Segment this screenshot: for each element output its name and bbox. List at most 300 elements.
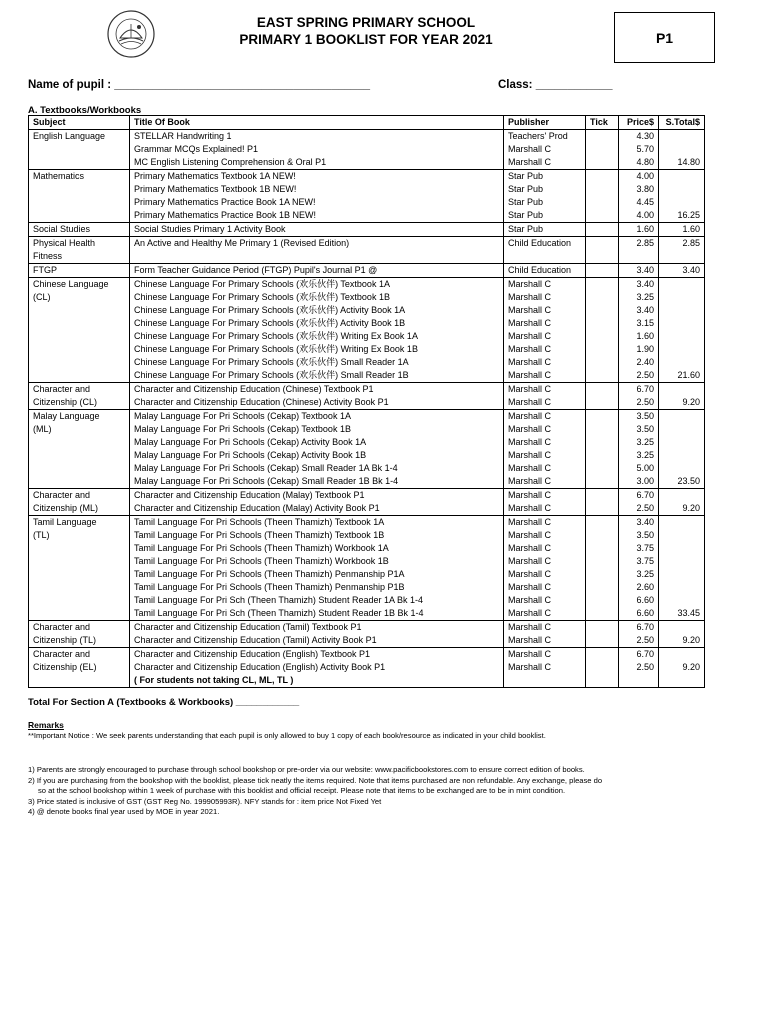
publisher-cell: Marshall C xyxy=(504,634,586,648)
subtotal-cell: 9.20 xyxy=(659,502,705,516)
price-cell: 1.60 xyxy=(619,330,659,343)
subtotal-cell: 3.40 xyxy=(659,264,705,278)
table-row xyxy=(29,304,705,317)
subtotal-cell xyxy=(659,436,705,449)
header-price: Price$ xyxy=(619,116,659,130)
table-row xyxy=(29,264,705,278)
header-subject: Subject xyxy=(29,116,130,130)
subject-cell xyxy=(29,674,130,688)
table-row xyxy=(29,529,705,542)
price-cell: 3.50 xyxy=(619,423,659,436)
subtotal-cell xyxy=(659,130,705,144)
subject-cell xyxy=(29,607,130,621)
table-row xyxy=(29,542,705,555)
subject-cell xyxy=(29,196,130,209)
table-row xyxy=(29,594,705,607)
book-title-cell: Primary Mathematics Textbook 1B NEW! xyxy=(130,183,504,196)
table-row xyxy=(29,317,705,330)
tick-cell[interactable] xyxy=(586,237,619,251)
subject-cell: Character and xyxy=(29,648,130,662)
subtotal-cell: 9.20 xyxy=(659,396,705,410)
table-row xyxy=(29,502,705,516)
tick-cell[interactable] xyxy=(586,343,619,356)
book-title-cell: Tamil Language For Pri Schools (Theen Thamizh) Penmanship P1A xyxy=(130,568,504,581)
table-row xyxy=(29,369,705,383)
price-cell: 6.70 xyxy=(619,648,659,662)
subtotal-cell xyxy=(659,555,705,568)
publisher-cell: Marshall C xyxy=(504,581,586,594)
publisher-cell: Marshall C xyxy=(504,489,586,503)
subtotal-cell xyxy=(659,170,705,184)
subtotal-cell xyxy=(659,330,705,343)
publisher-cell: Marshall C xyxy=(504,143,586,156)
note-2: 2) If you are purchasing from the bookshop with the booklist, please tick neatly the items required. Note that items purchased are non refundable. Any exchange, please do xyxy=(28,775,603,785)
publisher-cell: Marshall C xyxy=(504,278,586,292)
tick-cell[interactable] xyxy=(586,156,619,170)
subtotal-cell: 21.60 xyxy=(659,369,705,383)
subtotal-cell xyxy=(659,621,705,635)
tick-cell[interactable] xyxy=(586,330,619,343)
book-title-cell: Malay Language For Pri Schools (Cekap) Textbook 1A xyxy=(130,410,504,424)
subject-cell: Chinese Language xyxy=(29,278,130,292)
subject-cell xyxy=(29,317,130,330)
subject-cell: Mathematics xyxy=(29,170,130,184)
tick-cell[interactable] xyxy=(586,291,619,304)
publisher-cell: Marshall C xyxy=(504,156,586,170)
book-title-cell: Character and Citizenship Education (Chinese) Activity Book P1 xyxy=(130,396,504,410)
book-title-cell: Chinese Language For Primary Schools (欢乐伙伴) Activity Book 1B xyxy=(130,317,504,330)
publisher-cell: Marshall C xyxy=(504,621,586,635)
book-title-cell: Primary Mathematics Textbook 1A NEW! xyxy=(130,170,504,184)
tick-cell[interactable] xyxy=(586,369,619,383)
book-title-cell: Tamil Language For Pri Schools (Theen Thamizh) Workbook 1A xyxy=(130,542,504,555)
price-cell: 6.70 xyxy=(619,489,659,503)
subtotal-cell xyxy=(659,183,705,196)
subject-cell: Tamil Language xyxy=(29,516,130,530)
tick-cell[interactable] xyxy=(586,396,619,410)
table-row xyxy=(29,291,705,304)
table-row xyxy=(29,383,705,397)
publisher-cell: Marshall C xyxy=(504,410,586,424)
tick-cell[interactable] xyxy=(586,383,619,397)
subtotal-cell xyxy=(659,594,705,607)
publisher-cell: Star Pub xyxy=(504,170,586,184)
tick-cell[interactable] xyxy=(586,621,619,635)
price-cell: 4.00 xyxy=(619,170,659,184)
subject-cell xyxy=(29,356,130,369)
subtotal-cell xyxy=(659,581,705,594)
subject-cell: (TL) xyxy=(29,529,130,542)
table-row xyxy=(29,130,705,144)
price-cell: 3.40 xyxy=(619,516,659,530)
table-row xyxy=(29,661,705,674)
section-a-title: A. Textbooks/Workbooks xyxy=(28,105,142,116)
price-cell: 6.60 xyxy=(619,594,659,607)
publisher-cell: Marshall C xyxy=(504,542,586,555)
subtotal-cell xyxy=(659,304,705,317)
book-title-cell: Character and Citizenship Education (Tamil) Textbook P1 xyxy=(130,621,504,635)
table-row xyxy=(29,674,705,688)
tick-cell[interactable] xyxy=(586,449,619,462)
publisher-cell: Marshall C xyxy=(504,396,586,410)
book-title-cell: Character and Citizenship Education (Malay) Textbook P1 xyxy=(130,489,504,503)
subtotal-cell: 9.20 xyxy=(659,661,705,674)
subtotal-cell: 1.60 xyxy=(659,223,705,237)
book-title-cell: Malay Language For Pri Schools (Cekap) Textbook 1B xyxy=(130,423,504,436)
book-title-cell: Malay Language For Pri Schools (Cekap) Activity Book 1B xyxy=(130,449,504,462)
tick-cell[interactable] xyxy=(586,317,619,330)
school-name: EAST SPRING PRIMARY SCHOOL xyxy=(256,15,476,30)
subject-cell: Physical Health xyxy=(29,237,130,251)
price-cell: 1.90 xyxy=(619,343,659,356)
subject-cell: FTGP xyxy=(29,264,130,278)
publisher-cell: Marshall C xyxy=(504,475,586,489)
subtotal-cell xyxy=(659,423,705,436)
subtotal-cell xyxy=(659,489,705,503)
subject-cell: Citizenship (TL) xyxy=(29,634,130,648)
publisher-cell: Marshall C xyxy=(504,516,586,530)
publisher-cell: Marshall C xyxy=(504,304,586,317)
table-row xyxy=(29,634,705,648)
publisher-cell: Star Pub xyxy=(504,183,586,196)
book-title-cell: Chinese Language For Primary Schools (欢乐伙伴) Activity Book 1A xyxy=(130,304,504,317)
subject-cell: Citizenship (CL) xyxy=(29,396,130,410)
book-title-cell: Tamil Language For Pri Sch (Theen Thamizh) Student Reader 1A Bk 1-4 xyxy=(130,594,504,607)
subject-cell xyxy=(29,555,130,568)
tick-cell[interactable] xyxy=(586,410,619,424)
price-cell: 2.50 xyxy=(619,634,659,648)
price-cell: 1.60 xyxy=(619,223,659,237)
book-title-cell: An Active and Healthy Me Primary 1 (Revised Edition) xyxy=(130,237,504,251)
tick-cell[interactable] xyxy=(586,356,619,369)
price-cell: 3.75 xyxy=(619,542,659,555)
note-4: 4) @ denote books final year used by MOE in year 2021. xyxy=(28,807,220,816)
publisher-cell: Marshall C xyxy=(504,449,586,462)
book-title-cell: Social Studies Primary 1 Activity Book xyxy=(130,223,504,237)
table-row xyxy=(29,330,705,343)
price-cell: 3.40 xyxy=(619,264,659,278)
tick-cell[interactable] xyxy=(586,661,619,674)
table-row xyxy=(29,475,705,489)
price-cell: 3.25 xyxy=(619,436,659,449)
header-subtotal: S.Total$ xyxy=(659,116,705,130)
table-row xyxy=(29,581,705,594)
book-title-cell: Primary Mathematics Practice Book 1A NEW! xyxy=(130,196,504,209)
subject-cell xyxy=(29,462,130,475)
tick-cell[interactable] xyxy=(586,436,619,449)
subtotal-cell xyxy=(659,196,705,209)
class-field[interactable]: Class: ____________ xyxy=(498,79,613,91)
book-title-cell: Malay Language For Pri Schools (Cekap) Activity Book 1A xyxy=(130,436,504,449)
publisher-cell: Marshall C xyxy=(504,423,586,436)
tick-cell[interactable] xyxy=(586,462,619,475)
subtotal-cell xyxy=(659,410,705,424)
class-code-box xyxy=(614,12,715,63)
book-title-cell: Chinese Language For Primary Schools (欢乐伙伴) Small Reader 1A xyxy=(130,356,504,369)
table-row xyxy=(29,449,705,462)
table-row xyxy=(29,237,705,251)
subject-cell: Character and xyxy=(29,383,130,397)
book-title-cell: Character and Citizenship Education (English) Activity Book P1 xyxy=(130,661,504,674)
publisher-cell: Child Education xyxy=(504,237,586,251)
subtotal-cell xyxy=(659,674,705,688)
price-cell: 6.70 xyxy=(619,621,659,635)
header-tick: Tick xyxy=(586,116,619,130)
tick-cell[interactable] xyxy=(586,555,619,568)
document-title xyxy=(200,14,532,48)
table-row xyxy=(29,356,705,369)
important-notice: **Important Notice : We seek parents understanding that each pupil is only allowed to buy 1 copy of each book/resource as indicated in your child booklist. xyxy=(28,731,546,740)
book-title-cell: MC English Listening Comprehension & Oral P1 xyxy=(130,156,504,170)
book-title-cell: Tamil Language For Pri Schools (Theen Thamizh) Textbook 1A xyxy=(130,516,504,530)
book-title-cell: Chinese Language For Primary Schools (欢乐伙伴) Writing Ex Book 1A xyxy=(130,330,504,343)
publisher-cell: Marshall C xyxy=(504,502,586,516)
note-1: 1) Parents are strongly encouraged to purchase through school bookshop or pre-order via our website: www.pacificbookstores.com to ensure correct edition of books. xyxy=(28,765,585,774)
tick-cell[interactable] xyxy=(586,143,619,156)
publisher-cell: Marshall C xyxy=(504,661,586,674)
tick-cell[interactable] xyxy=(586,264,619,278)
price-cell: 2.50 xyxy=(619,661,659,674)
tick-cell[interactable] xyxy=(586,170,619,184)
book-title-cell: Chinese Language For Primary Schools (欢乐伙伴) Writing Ex Book 1B xyxy=(130,343,504,356)
table-row xyxy=(29,489,705,503)
table-row xyxy=(29,648,705,662)
table-row xyxy=(29,516,705,530)
tick-cell[interactable] xyxy=(586,634,619,648)
book-title-cell: Tamil Language For Pri Sch (Theen Thamizh) Student Reader 1B Bk 1-4 xyxy=(130,607,504,621)
note-3: 3) Price stated is inclusive of GST (GST Reg No. 199905993R). NFY stands for : item price Not Fixed Yet xyxy=(28,796,382,806)
publisher-cell: Marshall C xyxy=(504,568,586,581)
remarks-title: Remarks xyxy=(28,720,64,730)
tick-cell[interactable] xyxy=(586,529,619,542)
header-publisher: Publisher xyxy=(504,116,586,130)
tick-cell[interactable] xyxy=(586,607,619,621)
tick-cell[interactable] xyxy=(586,489,619,503)
price-cell: 3.25 xyxy=(619,291,659,304)
table-row xyxy=(29,343,705,356)
publisher-cell: Marshall C xyxy=(504,343,586,356)
subtotal-cell xyxy=(659,462,705,475)
publisher-cell: Child Education xyxy=(504,264,586,278)
tick-cell[interactable] xyxy=(586,542,619,555)
tick-cell[interactable] xyxy=(586,581,619,594)
price-cell: 3.75 xyxy=(619,555,659,568)
publisher-cell xyxy=(504,250,586,264)
publisher-cell: Marshall C xyxy=(504,356,586,369)
tick-cell[interactable] xyxy=(586,223,619,237)
book-title-cell: Tamil Language For Pri Schools (Theen Thamizh) Workbook 1B xyxy=(130,555,504,568)
subtotal-cell: 23.50 xyxy=(659,475,705,489)
table-row xyxy=(29,607,705,621)
price-cell: 3.50 xyxy=(619,529,659,542)
subject-cell: Social Studies xyxy=(29,223,130,237)
class-code: P1 xyxy=(655,29,674,46)
price-cell: 3.25 xyxy=(619,449,659,462)
tick-cell[interactable] xyxy=(586,568,619,581)
subject-cell: Citizenship (EL) xyxy=(29,661,130,674)
publisher-cell xyxy=(504,674,586,688)
publisher-cell: Marshall C xyxy=(504,369,586,383)
subtotal-cell: 9.20 xyxy=(659,634,705,648)
price-cell: 3.25 xyxy=(619,568,659,581)
publisher-cell: Marshall C xyxy=(504,330,586,343)
subtotal-cell xyxy=(659,383,705,397)
table-row xyxy=(29,209,705,223)
publisher-cell: Star Pub xyxy=(504,196,586,209)
price-cell: 2.50 xyxy=(619,502,659,516)
subject-cell: Fitness xyxy=(29,250,130,264)
book-title-cell: Grammar MCQs Explained! P1 xyxy=(130,143,504,156)
tick-cell[interactable] xyxy=(586,250,619,264)
section-a-total[interactable]: Total For Section A (Textbooks & Workbooks) ____________ xyxy=(28,697,300,708)
table-row xyxy=(29,423,705,436)
publisher-cell: Marshall C xyxy=(504,529,586,542)
tick-cell[interactable] xyxy=(586,183,619,196)
subject-cell: English Language xyxy=(29,130,130,144)
subtotal-cell: 2.85 xyxy=(659,237,705,251)
tick-cell[interactable] xyxy=(586,304,619,317)
price-cell: 4.45 xyxy=(619,196,659,209)
subject-cell xyxy=(29,542,130,555)
remarks-notes xyxy=(28,765,728,818)
price-cell: 2.50 xyxy=(619,369,659,383)
price-cell: 3.40 xyxy=(619,278,659,292)
booklist-title: PRIMARY 1 BOOKLIST FOR YEAR 2021 xyxy=(239,32,493,47)
table-row xyxy=(29,436,705,449)
table-row xyxy=(29,568,705,581)
subject-cell xyxy=(29,436,130,449)
book-title-cell: Primary Mathematics Practice Book 1B NEW! xyxy=(130,209,504,223)
subject-cell xyxy=(29,209,130,223)
price-cell: 3.40 xyxy=(619,304,659,317)
publisher-cell: Marshall C xyxy=(504,383,586,397)
publisher-cell: Marshall C xyxy=(504,462,586,475)
book-title-cell: Malay Language For Pri Schools (Cekap) Small Reader 1A Bk 1-4 xyxy=(130,462,504,475)
price-cell: 2.85 xyxy=(619,237,659,251)
subject-cell xyxy=(29,581,130,594)
table-row xyxy=(29,223,705,237)
subject-cell: (CL) xyxy=(29,291,130,304)
subject-cell xyxy=(29,594,130,607)
book-title-cell: STELLAR Handwriting 1 xyxy=(130,130,504,144)
tick-cell[interactable] xyxy=(586,475,619,489)
book-title-cell: Malay Language For Pri Schools (Cekap) Small Reader 1B Bk 1-4 xyxy=(130,475,504,489)
subject-cell xyxy=(29,343,130,356)
price-cell xyxy=(619,250,659,264)
table-row xyxy=(29,143,705,156)
table-row xyxy=(29,183,705,196)
subtotal-cell xyxy=(659,291,705,304)
tick-cell[interactable] xyxy=(586,278,619,292)
subtotal-cell xyxy=(659,317,705,330)
publisher-cell: Star Pub xyxy=(504,209,586,223)
publisher-cell: Marshall C xyxy=(504,291,586,304)
subtotal-cell xyxy=(659,648,705,662)
tick-cell[interactable] xyxy=(586,209,619,223)
subject-cell xyxy=(29,449,130,462)
book-title-cell: Chinese Language For Primary Schools (欢乐伙伴) Textbook 1B xyxy=(130,291,504,304)
tick-cell[interactable] xyxy=(586,196,619,209)
subtotal-cell xyxy=(659,529,705,542)
publisher-cell: Marshall C xyxy=(504,317,586,330)
tick-cell[interactable] xyxy=(586,594,619,607)
booklist-body xyxy=(29,130,705,688)
price-cell: 6.70 xyxy=(619,383,659,397)
book-title-cell: Form Teacher Guidance Period (FTGP) Pupil's Journal P1 @ xyxy=(130,264,504,278)
subject-cell: (ML) xyxy=(29,423,130,436)
subject-cell xyxy=(29,156,130,170)
subtotal-cell xyxy=(659,343,705,356)
price-cell: 3.50 xyxy=(619,410,659,424)
subtotal-cell xyxy=(659,250,705,264)
price-cell: 5.70 xyxy=(619,143,659,156)
book-title-cell: Tamil Language For Pri Schools (Theen Thamizh) Textbook 1B xyxy=(130,529,504,542)
price-cell: 3.80 xyxy=(619,183,659,196)
subject-cell: Character and xyxy=(29,621,130,635)
subject-cell xyxy=(29,568,130,581)
price-cell: 6.60 xyxy=(619,607,659,621)
tick-cell[interactable] xyxy=(586,516,619,530)
subtotal-cell xyxy=(659,516,705,530)
subject-cell xyxy=(29,143,130,156)
price-cell: 2.60 xyxy=(619,581,659,594)
book-title-cell: Character and Citizenship Education (Malay) Activity Book P1 xyxy=(130,502,504,516)
tick-cell[interactable] xyxy=(586,130,619,144)
publisher-cell: Star Pub xyxy=(504,223,586,237)
subject-cell xyxy=(29,475,130,489)
book-title-cell: Character and Citizenship Education (Tamil) Activity Book P1 xyxy=(130,634,504,648)
table-row xyxy=(29,410,705,424)
subtotal-cell xyxy=(659,356,705,369)
booklist-table xyxy=(28,115,705,688)
book-title-cell: Tamil Language For Pri Schools (Theen Thamizh) Penmanship P1B xyxy=(130,581,504,594)
table-row xyxy=(29,156,705,170)
table-row xyxy=(29,196,705,209)
tick-cell[interactable] xyxy=(586,648,619,662)
publisher-cell: Marshall C xyxy=(504,607,586,621)
table-header-row xyxy=(29,116,705,130)
subtotal-cell xyxy=(659,568,705,581)
table-row xyxy=(29,170,705,184)
subject-cell xyxy=(29,183,130,196)
subtotal-cell xyxy=(659,542,705,555)
publisher-cell: Marshall C xyxy=(504,648,586,662)
tick-cell[interactable] xyxy=(586,674,619,688)
table-row xyxy=(29,462,705,475)
book-title-cell: Chinese Language For Primary Schools (欢乐伙伴) Textbook 1A xyxy=(130,278,504,292)
subtotal-cell xyxy=(659,449,705,462)
subtotal-cell xyxy=(659,278,705,292)
table-row xyxy=(29,250,705,264)
book-title-cell: Character and Citizenship Education (English) Textbook P1 xyxy=(130,648,504,662)
publisher-cell: Marshall C xyxy=(504,594,586,607)
subject-cell xyxy=(29,369,130,383)
subtotal-cell xyxy=(659,143,705,156)
note-2-continued: so at the school bookshop within 1 week of purchase with this booklist and official receipt. Please note that items to be exchanged are to be in mint condition. xyxy=(38,786,566,795)
price-cell: 4.00 xyxy=(619,209,659,223)
table-row xyxy=(29,278,705,292)
subject-cell: Malay Language xyxy=(29,410,130,424)
subtotal-cell: 33.45 xyxy=(659,607,705,621)
price-cell: 3.00 xyxy=(619,475,659,489)
tick-cell[interactable] xyxy=(586,502,619,516)
header-title: Title Of Book xyxy=(130,116,504,130)
publisher-cell: Marshall C xyxy=(504,436,586,449)
tick-cell[interactable] xyxy=(586,423,619,436)
subtotal-cell: 16.25 xyxy=(659,209,705,223)
book-title-cell xyxy=(130,250,504,264)
pupil-name-field[interactable]: Name of pupil : ________________________________________ xyxy=(28,79,371,91)
